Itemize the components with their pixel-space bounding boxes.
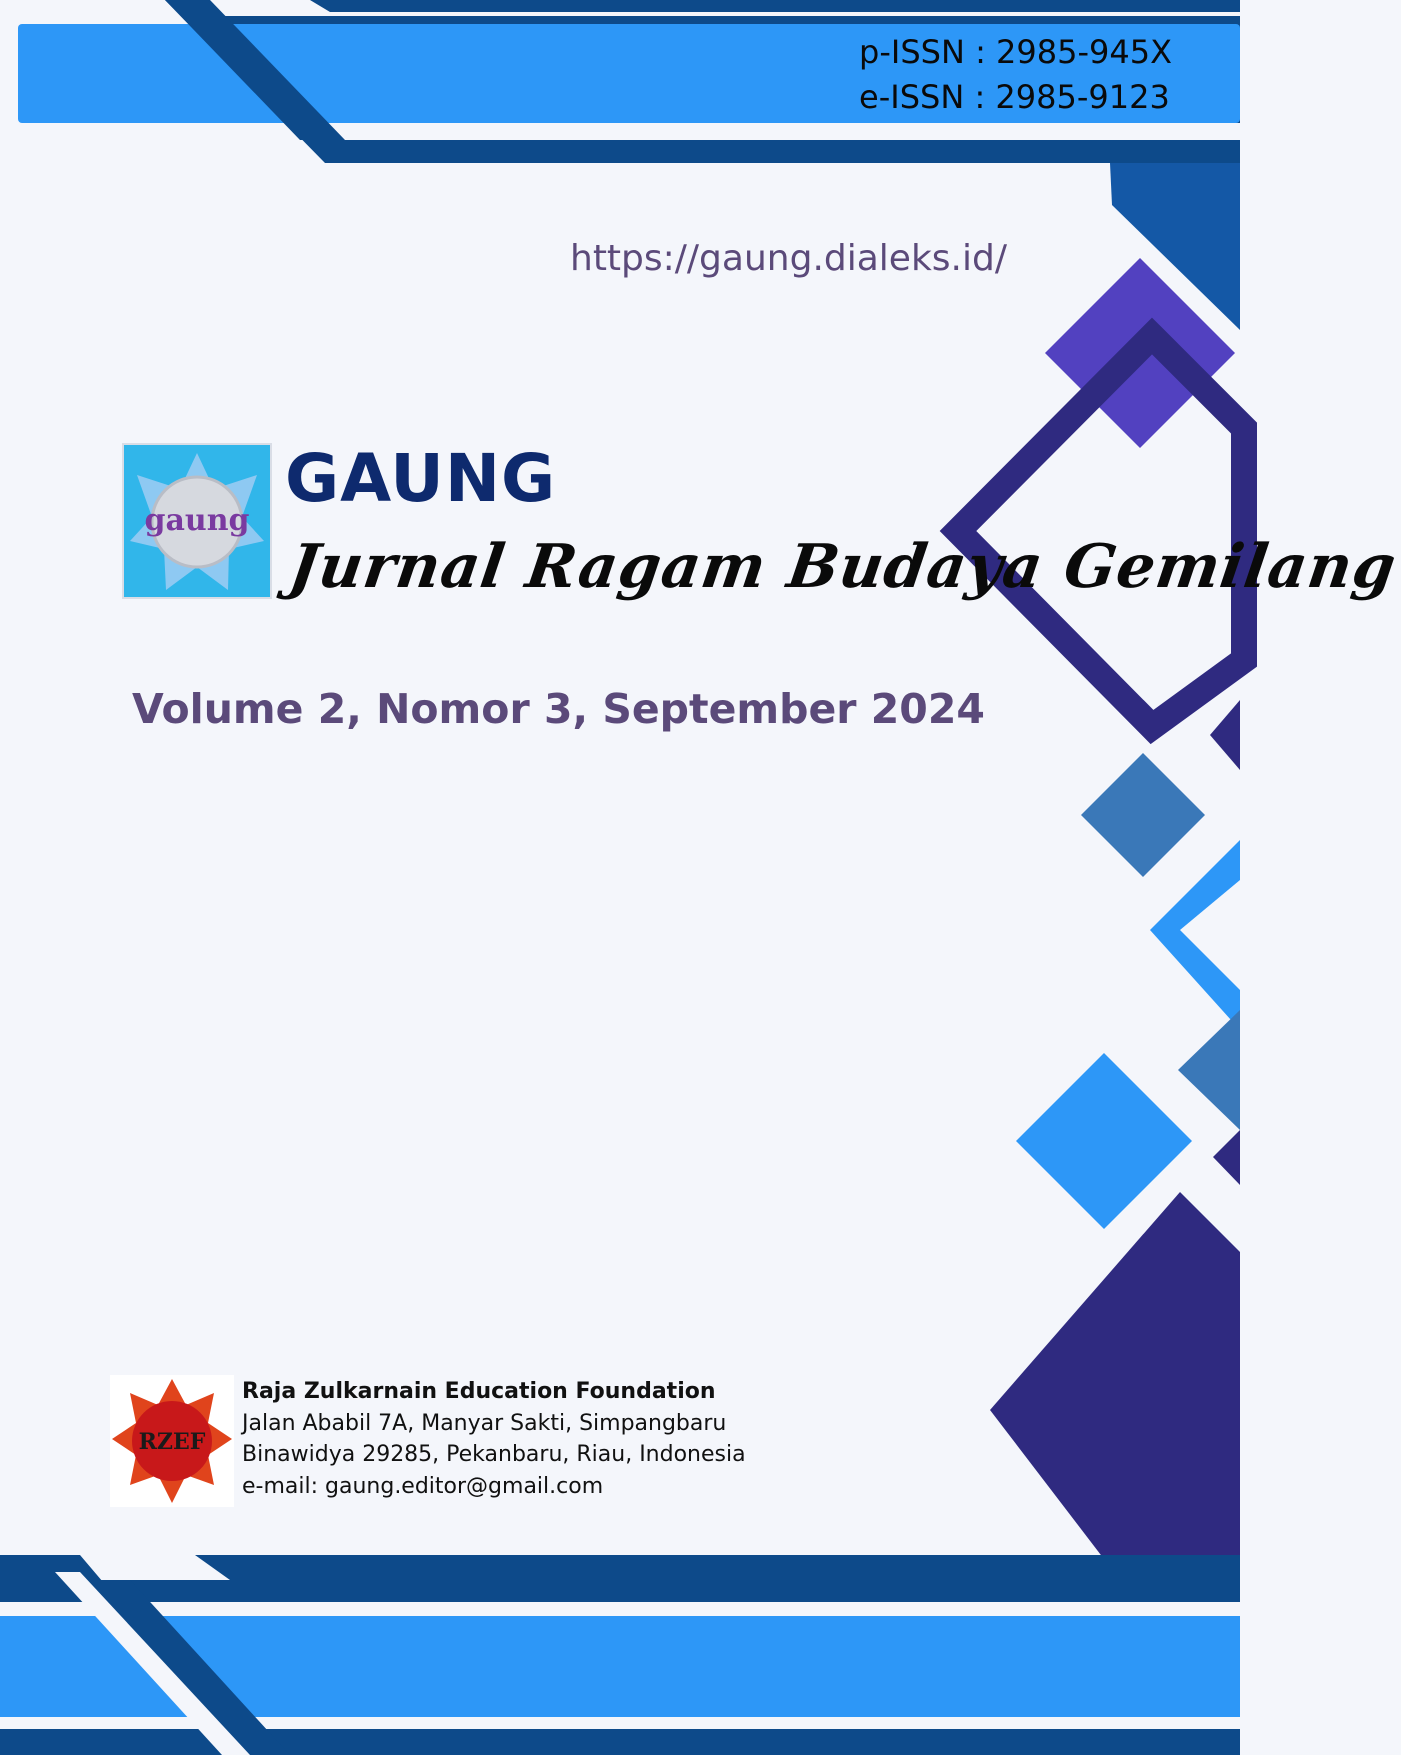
publisher-logo-text: RZEF — [138, 1429, 206, 1455]
journal-title: GAUNG — [285, 440, 557, 517]
top-white-strip-2 — [310, 0, 1240, 12]
e-issn: e-ISSN : 2985-9123 — [859, 78, 1170, 116]
diamond-outline-light — [1150, 840, 1240, 1030]
publisher-info — [242, 1376, 746, 1502]
p-issn: p-ISSN : 2985-945X — [859, 33, 1172, 71]
bottom-dark-band — [195, 1555, 1240, 1580]
diamond-large-dark — [990, 1192, 1240, 1580]
publisher-star-icon — [110, 1375, 234, 1507]
publisher-logo — [110, 1375, 234, 1507]
journal-logo — [122, 443, 272, 599]
publisher-email[interactable]: e-mail: gaung.editor@gmail.com — [242, 1473, 604, 1499]
top-white-gap — [290, 123, 1240, 140]
bottom-white-gap — [0, 1602, 1240, 1616]
website-link[interactable]: https://gaung.dialeks.id/ — [570, 238, 1007, 279]
publisher-address-1: Jalan Ababil 7A, Manyar Sakti, Simpangbaru — [242, 1410, 727, 1436]
journal-logo-text: gaung — [144, 503, 250, 538]
issn-block — [859, 30, 1172, 120]
volume-line: Volume 2, Nomor 3, September 2024 — [132, 685, 985, 733]
journal-subtitle: Jurnal Ragam Budaya Gemilang — [285, 532, 1401, 602]
bottom-white-gap-2 — [0, 1717, 1240, 1729]
publisher-address-2: Binawidya 29285, Pekanbaru, Riau, Indonesia — [242, 1442, 746, 1467]
diamond-light — [1016, 1053, 1192, 1229]
bottom-dark-row — [0, 1580, 1240, 1602]
diamond-steel-2 — [1178, 1010, 1240, 1130]
diamond-small-right — [1210, 700, 1240, 770]
publisher-name: Raja Zulkarnain Education Foundation — [242, 1379, 716, 1404]
diamond-small-dark — [1213, 1130, 1240, 1185]
bottom-dark-base — [0, 1729, 1240, 1755]
diamond-steel — [1081, 753, 1205, 877]
